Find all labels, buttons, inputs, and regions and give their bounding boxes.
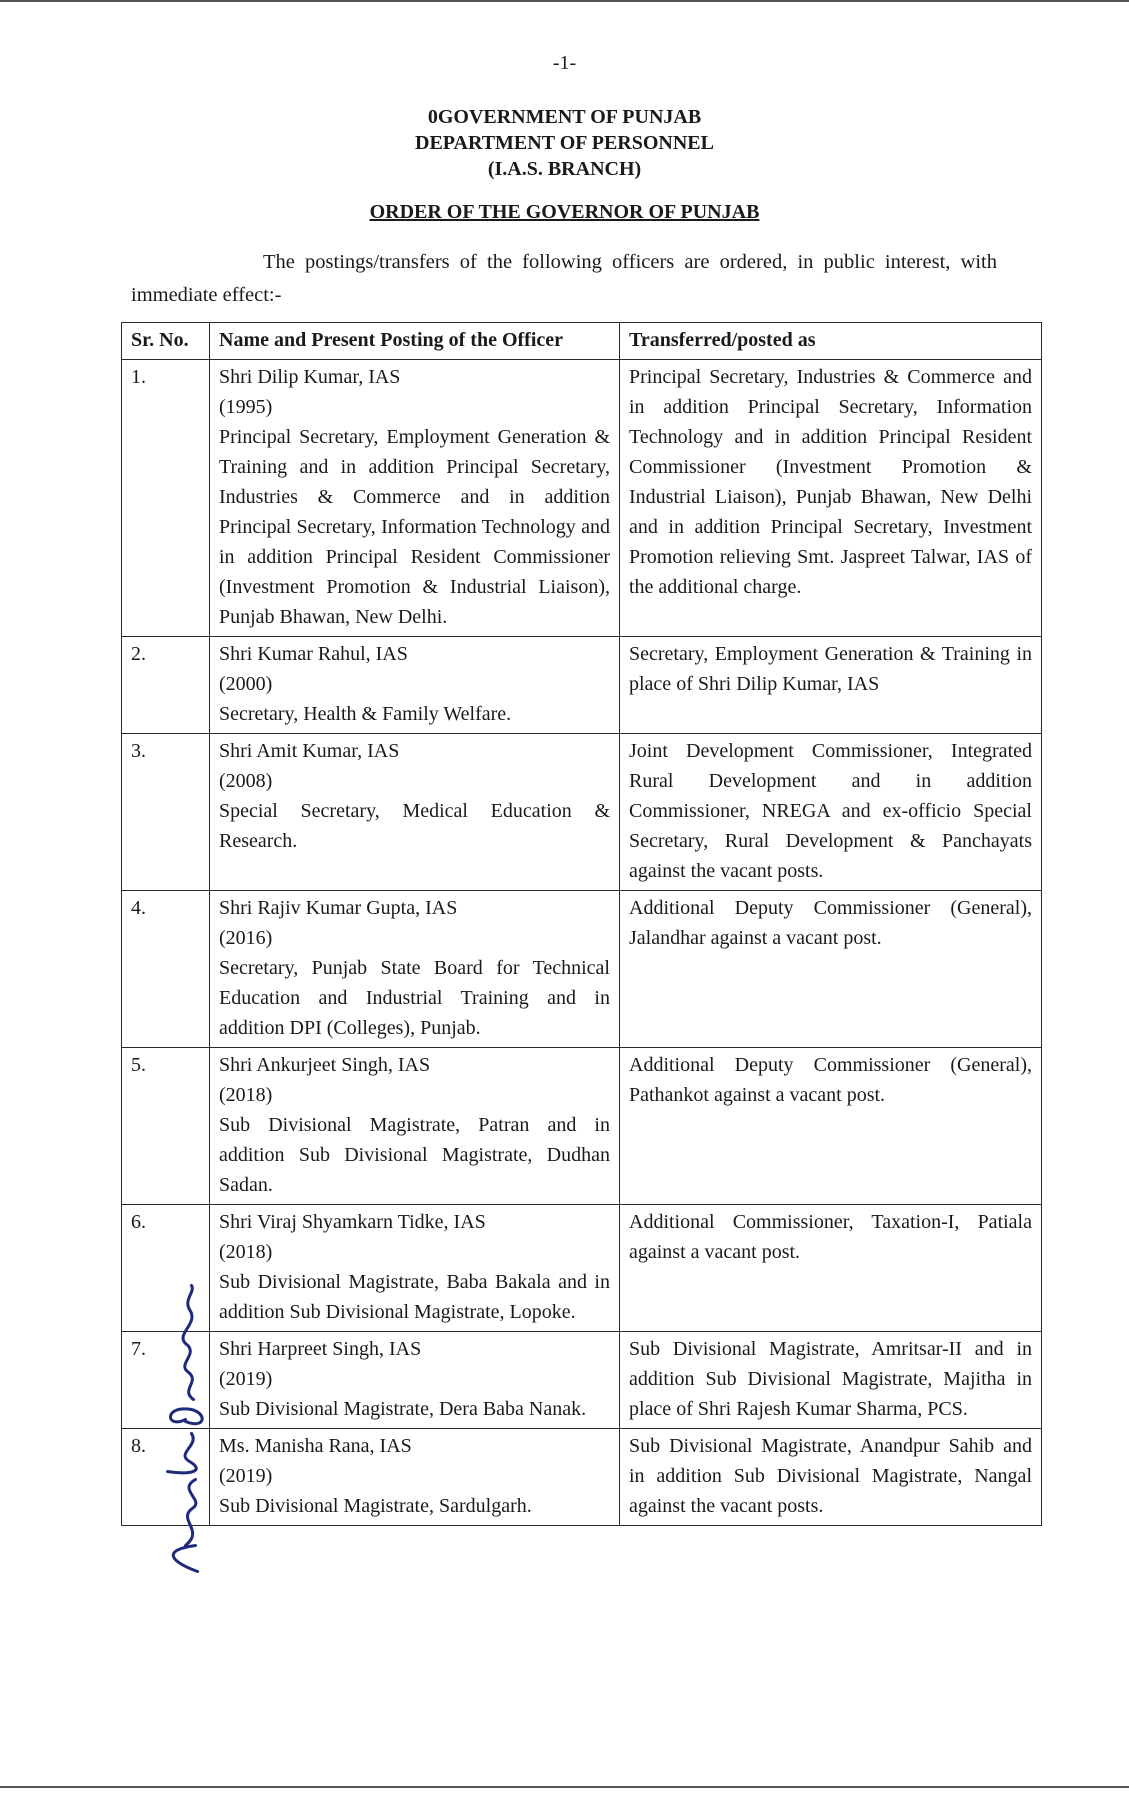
officer-cell (210, 1332, 620, 1429)
officer-name: Shri Viraj Shyamkarn Tidke, IAS (219, 1211, 486, 1233)
posted-as-cell: Sub Divisional Magistrate, Amritsar-II and in addition Sub Divisional Magistrate, Majitha in place of Shri Rajesh Kumar Sharma, PCS. (620, 1332, 1042, 1429)
present-posting: Principal Secretary, Employment Generation & Training and in addition Principal Secretary, Industries & Commerce and in addition Principal Secretary, Information Technology and in addition Principal Resident Commissioner (Investment Promotion & Industrial Liaison), Punjab Bhawan, New Delhi. (219, 426, 610, 628)
officer-cell (210, 637, 620, 734)
table-row (122, 360, 1042, 637)
table-row (122, 637, 1042, 734)
officer-batch-year: (2018) (219, 1241, 273, 1263)
header-sr-no: Sr. No. (122, 323, 210, 360)
officer-name: Shri Kumar Rahul, IAS (219, 643, 408, 665)
present-posting: Sub Divisional Magistrate, Baba Bakala and in addition Sub Divisional Magistrate, Lopoke. (219, 1271, 610, 1323)
bottom-scan-edge (0, 1786, 1129, 1788)
posted-as-cell: Joint Development Commissioner, Integrated Rural Development and in addition Commissioner, NREGA and ex-officio Special Secretary, Rural Development & Panchayats against the vacant posts. (620, 734, 1042, 891)
officer-batch-year: (2019) (219, 1368, 273, 1390)
posted-as-cell: Additional Deputy Commissioner (General), Pathankot against a vacant post. (620, 1048, 1042, 1205)
posted-as-cell: Secretary, Employment Generation & Training in place of Shri Dilip Kumar, IAS (620, 637, 1042, 734)
officer-name: Shri Amit Kumar, IAS (219, 740, 400, 762)
table-row (122, 734, 1042, 891)
table-row (122, 1429, 1042, 1526)
signature-image (156, 1280, 216, 1580)
present-posting: Special Secretary, Medical Education & Research. (219, 800, 610, 852)
officer-cell (210, 1205, 620, 1332)
officer-cell (210, 734, 620, 891)
table-row (122, 891, 1042, 1048)
top-scan-edge (0, 0, 1129, 2)
intro-paragraph: The postings/transfers of the following officers are ordered, in public interest, with immediate effect:- (131, 251, 997, 306)
transfer-table (121, 322, 1042, 1526)
header-transferred: Transferred/posted as (620, 323, 1042, 360)
officer-name: Shri Ankurjeet Singh, IAS (219, 1054, 431, 1076)
officer-name: Shri Harpreet Singh, IAS (219, 1338, 422, 1360)
officer-batch-year: (2008) (219, 770, 273, 792)
header-name-posting: Name and Present Posting of the Officer (210, 323, 620, 360)
handwritten-signature (156, 1280, 225, 1580)
sr-no-cell: 1. (122, 360, 210, 637)
officer-name: Ms. Manisha Rana, IAS (219, 1435, 412, 1457)
sr-no-cell: 6. (122, 1205, 210, 1332)
sr-no-cell: 8. (122, 1429, 210, 1526)
document-header (0, 104, 1129, 182)
officer-cell (210, 891, 620, 1048)
header-branch: (I.A.S. BRANCH) (487, 158, 642, 180)
header-government: 0GOVERNMENT OF PUNJAB (427, 106, 702, 128)
sr-no-cell: 5. (122, 1048, 210, 1205)
page-number: -1- (552, 52, 577, 74)
table-row (122, 1205, 1042, 1332)
table-row (122, 1048, 1042, 1205)
present-posting: Secretary, Health & Family Welfare. (219, 703, 512, 725)
order-title: ORDER OF THE GOVERNOR OF PUNJAB (369, 201, 760, 223)
table-header-row (122, 323, 1042, 360)
present-posting: Sub Divisional Magistrate, Dera Baba Nanak. (219, 1398, 587, 1420)
officer-batch-year: (2000) (219, 673, 273, 695)
table-row (122, 1332, 1042, 1429)
present-posting: Sub Divisional Magistrate, Sardulgarh. (219, 1495, 532, 1517)
officer-batch-year: (2018) (219, 1084, 273, 1106)
header-department: DEPARTMENT OF PERSONNEL (415, 132, 714, 154)
sr-no-cell: 3. (122, 734, 210, 891)
sr-no-cell: 2. (122, 637, 210, 734)
present-posting: Secretary, Punjab State Board for Technical Education and Industrial Training and in addition DPI (Colleges), Punjab. (219, 957, 610, 1039)
sr-no-cell: 7. (122, 1332, 210, 1429)
sr-no-cell: 4. (122, 891, 210, 1048)
posted-as-cell: Sub Divisional Magistrate, Anandpur Sahib and in addition Sub Divisional Magistrate, Nangal against the vacant posts. (620, 1429, 1042, 1526)
officer-batch-year: (2019) (219, 1465, 273, 1487)
posted-as-cell: Principal Secretary, Industries & Commerce and in addition Principal Secretary, Information Technology and in addition Principal Resident Commissioner (Investment Promotion & Industrial Liaison), Punjab Bhawan, New Delhi and in addition Principal Secretary, Investment Promotion relieving Smt. Jaspreet Talwar, IAS of the additional charge. (620, 360, 1042, 637)
officer-name: Shri Dilip Kumar, IAS (219, 366, 401, 388)
officer-cell (210, 360, 620, 637)
officer-cell (210, 1048, 620, 1205)
officer-batch-year: (2016) (219, 927, 273, 949)
officer-batch-year: (1995) (219, 396, 273, 418)
posted-as-cell: Additional Deputy Commissioner (General), Jalandhar against a vacant post. (620, 891, 1042, 1048)
officer-name: Shri Rajiv Kumar Gupta, IAS (219, 897, 458, 919)
posted-as-cell: Additional Commissioner, Taxation-I, Patiala against a vacant post. (620, 1205, 1042, 1332)
present-posting: Sub Divisional Magistrate, Patran and in addition Sub Divisional Magistrate, Dudhan Sadan. (219, 1114, 610, 1196)
officer-cell (210, 1429, 620, 1526)
